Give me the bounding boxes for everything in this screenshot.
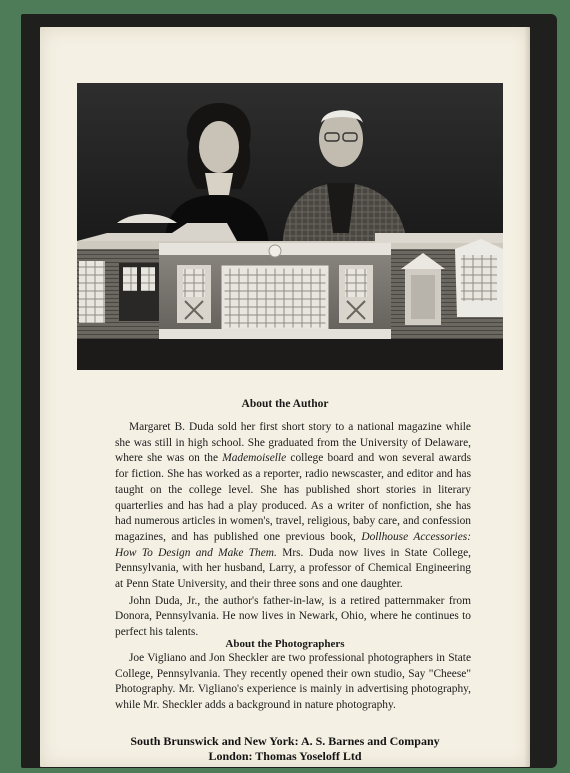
publisher-line-us: South Brunswick and New York: A. S. Barnes and Company	[130, 734, 440, 748]
about-photographers-heading: About the Photographers	[225, 638, 345, 650]
publisher-line-uk: London: Thomas Yoseloff Ltd	[208, 749, 362, 763]
bio-text-part: Margaret B. Duda sold her first short story to a national magazine while she was still in high school. She graduated from the University of Delaware, where she was on the	[115, 421, 471, 465]
author-biography	[115, 420, 471, 641]
bio-text-part: college board and won several awards for fiction. She has worked as a reporter, radio newscaster, and editor and has taught on the college level. She has published short stories in literary quarterlies and has had a play produced. As a writer of nonfiction, she has had numerous articles in women's, travel, religious, baby care, and confession magazines, and has published one previous book,	[115, 452, 471, 543]
previous-book-title: Dollhouse Accessories: How To Design and Make Them.	[115, 530, 471, 559]
dust-jacket-back	[40, 27, 530, 767]
about-author-heading: About the Author	[241, 398, 329, 410]
father-in-law-paragraph: John Duda, Jr., the author's father-in-law, is a retired patternmaker from Donora, Pennsylvania. He now lives in Newark, Ohio, where he continues to perfect his talents.	[115, 594, 471, 639]
photographers-biography	[115, 651, 471, 714]
publisher-imprint	[40, 734, 530, 764]
bio-text-part: Mrs. Duda now lives in State College, Pennsylvania, with her husband, Larry, a professor of Chemical Engineering at Penn State University, and their three sons and one daughter.	[115, 546, 471, 591]
author-bio-paragraph	[115, 420, 471, 593]
author-photo-image	[77, 83, 503, 370]
photographers-paragraph: Joe Vigliano and Jon Sheckler are two professional photographers in State College, Pennsylvania. They recently opened their own studio, Say "Cheese" Photography. Mr. Vigliano's experience is mainly in advertising photography, while Mr. Sheckler adds a background in nature photography.	[115, 652, 471, 712]
author-photo	[77, 83, 503, 370]
magazine-title: Mademoiselle	[222, 452, 287, 465]
